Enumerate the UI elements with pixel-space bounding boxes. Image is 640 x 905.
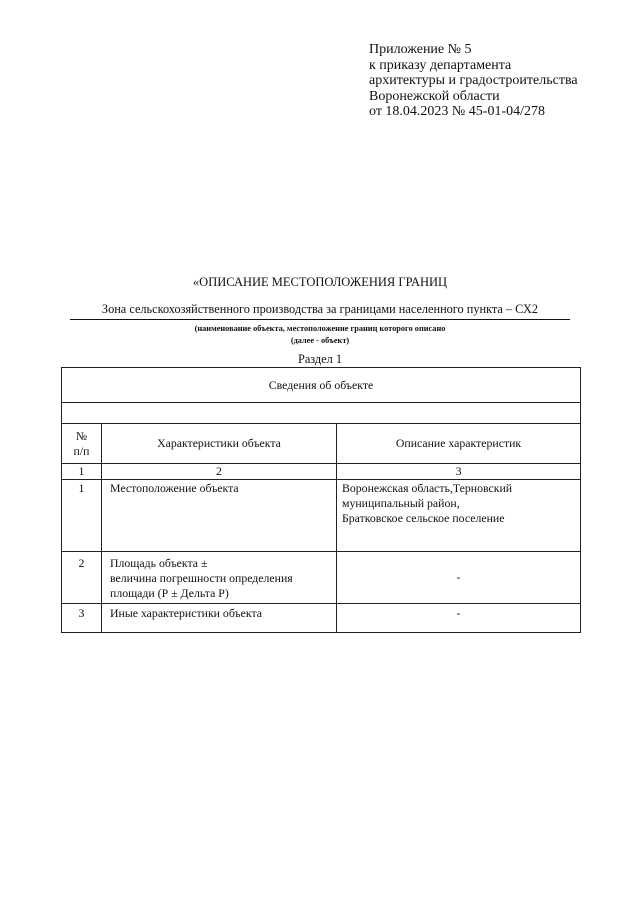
row-description [337,480,581,552]
object-info-table [61,367,581,633]
row-characteristic [102,604,337,633]
document-title: «ОПИСАНИЕ МЕСТОПОЛОЖЕНИЯ ГРАНИЦ [192,275,448,289]
table-caption: Сведения об объекте [62,368,581,403]
appendix-block [369,42,578,120]
appendix-line: от 18.04.2023 № 45-01-04/278 [369,104,546,119]
object-note-line: (далее - объект) [290,336,350,345]
appendix-line: Приложение № 5 [369,42,472,57]
row-characteristic [102,480,337,552]
header-number-line: № [75,428,88,443]
row-description-line: муниципальный район, [342,496,460,510]
row-characteristic-line: площади (Р ± Дельта Р) [110,586,229,600]
table-empty-row [62,403,581,424]
row-number: 1 [62,480,102,552]
header-cell-characteristic: Характеристики объекта [102,424,337,464]
table-row [62,480,581,552]
appendix-line: к приказу департамента [369,57,512,73]
row-description-line: Братковское сельское поселение [342,511,505,525]
column-number-row [62,464,581,480]
table-row [62,552,581,604]
row-characteristic-line: Местоположение объекта [110,481,239,495]
row-description-line: - [456,570,461,584]
table-caption-row [62,368,581,403]
header-cell-number [62,424,102,464]
column-number-cell: 2 [102,464,337,480]
section-heading: Раздел 1 [297,352,342,366]
object-name: Зона сельскохозяйственного производства за границами населенного пункта – СХ2 [101,302,539,316]
row-characteristic-line: величина погрешности определения [110,571,293,585]
empty-cell [62,403,581,424]
row-description [337,604,581,633]
object-note-line: (наименование объекта, местоположение границ которого описано [194,324,446,333]
row-characteristic-line: Иные характеристики объекта [110,606,262,620]
row-number: 2 [62,552,102,604]
row-characteristic-line: Площадь объекта ± [110,556,208,570]
header-number-line: п/п [73,443,90,458]
row-description-line: Воронежская область,Терновский [342,481,513,495]
row-description [337,552,581,604]
object-name-underline [70,319,570,320]
row-description-line: - [456,606,461,620]
header-cell-description: Описание характеристик [337,424,581,464]
appendix-line: Воронежской области [369,88,500,104]
row-characteristic [102,552,337,604]
column-number-cell: 3 [337,464,581,480]
row-number: 3 [62,604,102,633]
table-header-row [62,424,581,464]
appendix-line: архитектуры и градостроительства [369,73,578,88]
table-row [62,604,581,633]
column-number-cell: 1 [62,464,102,480]
